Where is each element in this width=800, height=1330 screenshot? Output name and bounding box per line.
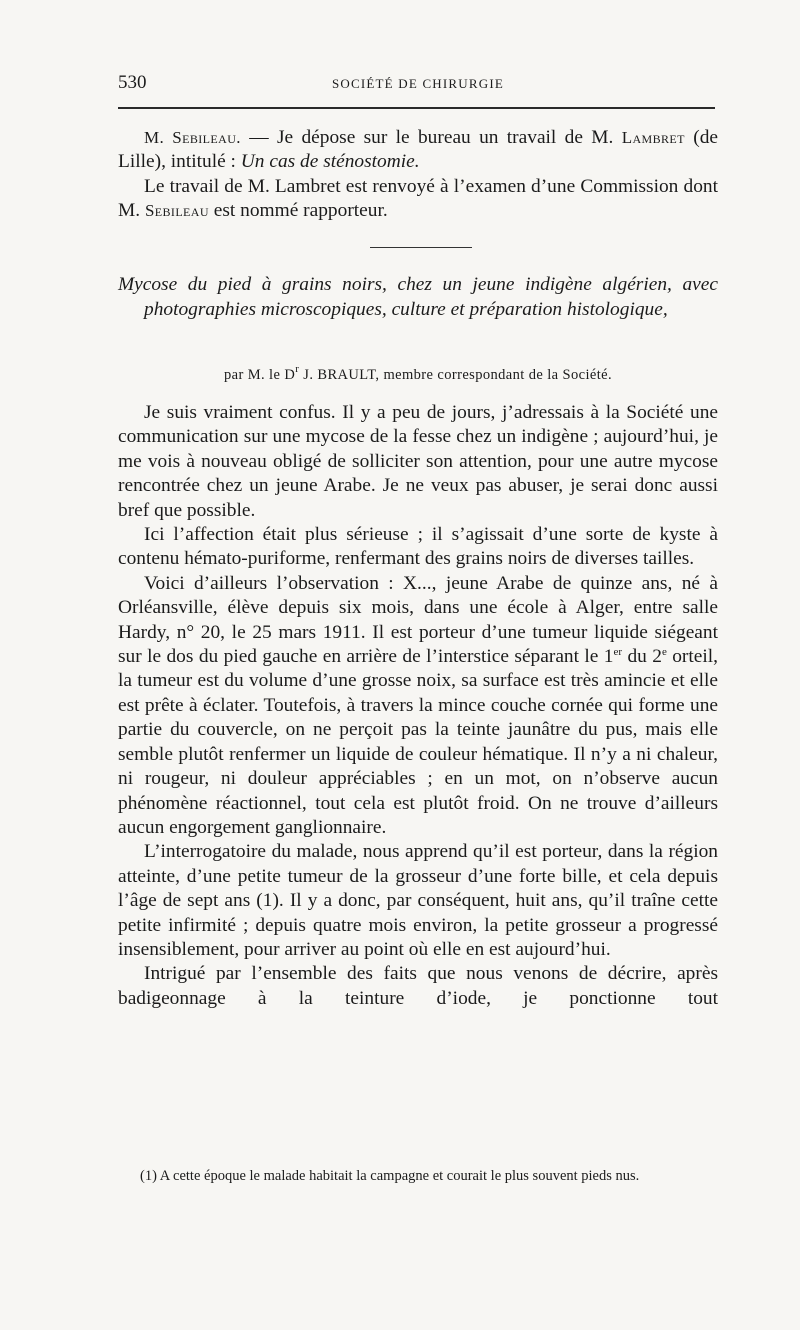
rapporteur-name: Sebileau	[144, 201, 209, 221]
superscript: er	[613, 646, 623, 659]
paragraph-text: orteil, la tumeur est du volume d’une grosse noix, sa surface est très amincie et elle est prête à éclater. Toutefois, à travers la mince couche cornée qui forme une partie du couvercle, on ne perçoit pas la teinte jaunâtre du pus, mais elle semble plutôt renfermer un liquide de couleur hématique. Il n’y a ni chaleur, ni rougeur, ni douleur appréciables ; en un mot, on n’observe aucun phénomène réactionnel, tout cela est plutôt froid. On ne trouve d’ailleurs aucun engorgement ganglionnaire.	[118, 646, 718, 838]
footnote-text: (1) A cette époque le malade habitait la campagne et courait le plus souvent pieds nus.	[140, 1168, 640, 1184]
superscript: e	[661, 646, 667, 659]
speaker-name: M. Sebileau.	[144, 128, 241, 147]
intro-section	[118, 126, 718, 224]
byline-text: J. BRAULT, membre correspondant de la Société.	[299, 367, 613, 383]
intro-text: — Je dépose sur le bureau un travail de M.	[240, 127, 622, 148]
intro-text: Le travail de M. Lambret est renvoyé à l’examen d’une Commission dont M.	[118, 175, 718, 222]
work-title: Un cas de sténostomie.	[240, 151, 420, 173]
header-rule	[118, 107, 715, 109]
intro-paragraph-2	[118, 175, 718, 224]
footnote	[118, 1166, 718, 1187]
body-paragraph-5: Intrigué par l’ensemble des faits que nous venons de décrire, après badigeonnage à la teinture d’iode, je ponctionne tout	[118, 963, 718, 1009]
page-header	[118, 70, 718, 100]
running-title: SOCIÉTÉ DE CHIRURGIE	[331, 76, 505, 91]
body-paragraph-1: Je suis vraiment confus. Il y a peu de jours, j’adressais à la Société une communication sur une mycose de la fesse chez un indigène ; aujourd’hui, je me vois à nouveau obligé de solliciter son attention, pour une autre mycose rencontrée chez un jeune Arabe. Je ne veux pas abuser, je serai donc aussi bref que possible.	[118, 402, 718, 521]
body-paragraph-4: L’interrogatoire du malade, nous apprend qu’il est porteur, dans la région atteinte, d’une petite tumeur de la grosseur d’une forte bille, et cela depuis l’âge de sept ans (1). Il y a donc, par conséquent, huit ans, qu’il traîne cette petite infirmité ; depuis quatre mois environ, la petite grosseur a progressé insensiblement, pour arriver au point où elle en est aujourd’hui.	[118, 841, 718, 960]
intro-text: (de Lille), intitulé :	[118, 127, 718, 173]
section-divider	[370, 247, 472, 248]
body-paragraph-2: Ici l’affection était plus sérieuse ; il s’agissait d’une sorte de kyste à contenu hémato-puriforme, renfermant des grains noirs de diverses tailles.	[118, 524, 718, 570]
article-title-text: Mycose du pied à grains noirs, chez un jeune indigène algérien, avec photographies microscopiques, culture et préparation histologique,	[118, 274, 718, 320]
article-byline	[118, 363, 718, 384]
intro-paragraph-1	[118, 126, 718, 175]
intro-text: est nommé rapporteur.	[208, 200, 388, 222]
article-body	[118, 401, 718, 1011]
body-paragraph-3	[118, 572, 718, 840]
author-name: Lambret	[621, 128, 685, 147]
paragraph-text: Voici d’ailleurs l’observation : X..., jeune Arabe de quinze ans, né à Orléansville, élève depuis six mois, dans une école à Alger, entre salle Hardy, n° 20, le 25 mars 1911. Il est porteur d’une tumeur liquide siégeant sur le dos du pied gauche en arrière de l’interstice séparant le 1	[118, 572, 718, 668]
paragraph-text: du 2	[622, 646, 662, 668]
byline-text: par M. le D	[223, 367, 296, 383]
page-number: 530	[118, 72, 147, 93]
byline-superscript: r	[295, 363, 300, 375]
article-title	[118, 273, 718, 322]
